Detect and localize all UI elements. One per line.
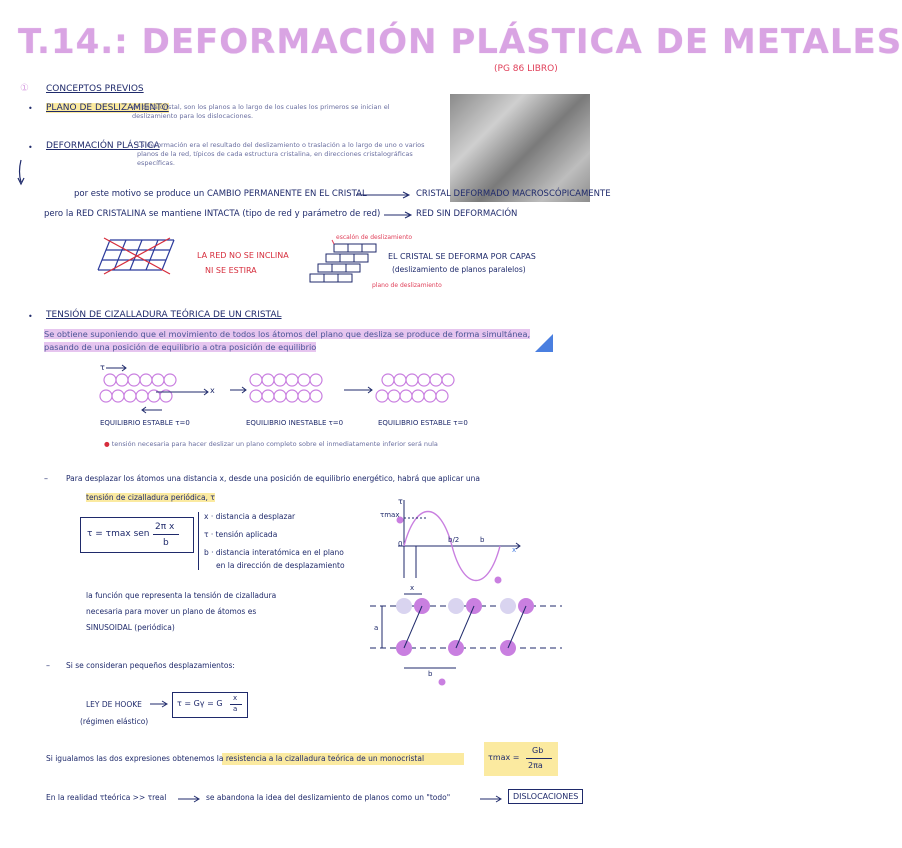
- line-red-intacta: pero la RED CRISTALINA se mantiene INTACTA (tipo de red y parámetro de red): [44, 209, 381, 219]
- atom: [136, 390, 148, 402]
- page-reference: (PG 86 LIBRO): [494, 64, 558, 74]
- funcion-text-1: la función que representa la tensión de cizalladura: [86, 591, 277, 600]
- def-b: b · distancia interatómica en el plano: [204, 548, 344, 557]
- red-no-inclina: LA RED NO SE INCLINA: [197, 251, 289, 260]
- atom: [250, 374, 262, 386]
- tmax-numerator: Gb: [532, 746, 544, 755]
- eq-unstable-label: EQUILIBRIO INESTABLE τ=0: [246, 419, 344, 427]
- hooke-lhs: τ = Gγ = G: [177, 699, 223, 708]
- atom: [274, 390, 286, 402]
- atom: [418, 374, 430, 386]
- eq-stable-label: EQUILIBRIO ESTABLE τ=0: [100, 419, 190, 427]
- graph-b-half: b/2: [448, 536, 460, 544]
- atom: [116, 374, 128, 386]
- realidad-text-2: se abandona la idea del deslizamiento de planos como un "todo": [206, 793, 451, 802]
- graph-taumax: τmax: [380, 511, 400, 519]
- atom: [412, 390, 424, 402]
- def-b-2: en la dirección de desplazamiento: [216, 561, 345, 570]
- deform-label: DEFORMACIÓN PLÁSTICA: [46, 141, 160, 151]
- corner-triangle-icon: [535, 334, 553, 352]
- slip-steps-diagram: [306, 240, 378, 286]
- fraction-line: [153, 534, 179, 535]
- atom: [104, 374, 116, 386]
- red-sin-deformacion: RED SIN DEFORMACIÓN: [416, 209, 518, 219]
- dash: –: [44, 474, 48, 483]
- plano-text: en cada cristal, son los planos a lo largo de los cuales los primeros se inician el deslizamiento para los dislocaciones.: [132, 103, 390, 120]
- tension-paragraph: Se obtiene suponiendo que el movimiento de todos los átomos del plano que desliza se produce de forma simultánea, pasando de una posición de equilibrio a otra posición de equilibrio: [44, 329, 531, 352]
- plano-label: PLANO DE DESLIZAMIENTO: [46, 103, 169, 113]
- section-heading-conceptos: CONCEPTOS PREVIOS: [46, 84, 144, 94]
- atom: [400, 390, 412, 402]
- tmax-lhs: τmax =: [488, 753, 520, 762]
- atom: [250, 390, 262, 402]
- desplazar-text: Para desplazar los átomos una distancia x, desde una posición de equilibrio energético, habrá que aplicar una: [66, 474, 480, 483]
- atom: [152, 374, 164, 386]
- atom: [112, 390, 124, 402]
- deform-text: La deformación era el resultado del deslizamiento o traslación a lo largo de uno o varios planos de la red, típicos de cada estructura cristalina, en direcciones cristalográficas específicas.: [137, 141, 425, 167]
- arrow-right-icon: [178, 794, 202, 804]
- atom: [298, 390, 310, 402]
- lattice-a: a: [374, 624, 379, 632]
- atom: [310, 374, 322, 386]
- tension-note: ● tensión necesaria para hacer deslizar un plano completo sobre el inmediatamente inferior será nula: [104, 440, 438, 448]
- lattice-x: x: [410, 584, 415, 592]
- red-no-estira: NI SE ESTIRA: [205, 266, 257, 275]
- graph-x: x: [512, 546, 517, 554]
- atom: [140, 374, 152, 386]
- bullet: •: [28, 104, 33, 113]
- atom: [164, 374, 176, 386]
- atom: [128, 374, 140, 386]
- atom: [406, 374, 418, 386]
- atom: [388, 390, 400, 402]
- equilibrium-atoms-diagram: [96, 362, 476, 414]
- tau-symbol: τ: [100, 363, 105, 372]
- atom: [424, 390, 436, 402]
- hooke-formula-box: [172, 692, 248, 718]
- realidad-text: En la realidad τteórica >> τreal: [46, 793, 167, 802]
- capas-note: EL CRISTAL SE DEFORMA POR CAPAS: [388, 252, 536, 261]
- atom: [262, 390, 274, 402]
- x-symbol: x: [210, 386, 215, 395]
- atom: [286, 390, 298, 402]
- plano-deslizamiento-label: plano de deslizamiento: [372, 282, 442, 289]
- atom: [262, 374, 274, 386]
- graph-zero: 0: [398, 540, 403, 548]
- section-number: ①: [20, 83, 29, 94]
- dislocaciones-box: DISLOCACIONES: [508, 789, 583, 804]
- fraction-line: [526, 758, 552, 759]
- eq-stable2-label: EQUILIBRIO ESTABLE τ=0: [378, 419, 468, 427]
- bullet: •: [28, 143, 33, 152]
- arrow-right-icon: [150, 699, 170, 709]
- hooke-regime: (régimen elástico): [80, 717, 149, 726]
- escalon-label: escalón de deslizamiento: [336, 234, 413, 241]
- hooke-label: LEY DE HOOKE: [86, 700, 142, 709]
- def-x: x · distancia a desplazar: [204, 512, 296, 521]
- curved-arrow-icon: [14, 158, 28, 186]
- atom: [436, 390, 448, 402]
- atom: [124, 390, 136, 402]
- formula-numerator: 2π x: [155, 522, 175, 532]
- page-title: T.14.: DEFORMACIÓN PLÁSTICA DE METALES: [18, 22, 902, 62]
- atom: [376, 390, 388, 402]
- lattice-b: b: [428, 670, 433, 678]
- atom: [274, 374, 286, 386]
- sinusoidal-formula-box: [80, 517, 194, 553]
- cristal-deformado: CRISTAL DEFORMADO MACROSCÓPICAMENTE: [416, 189, 611, 199]
- shear-lattice-diagram: [366, 588, 566, 688]
- arrow-right-icon: [384, 210, 414, 220]
- def-tau: τ · tensión aplicada: [204, 530, 278, 539]
- arrow-right-icon: [356, 190, 412, 200]
- funcion-text-2: necesaria para mover un plano de átomos es: [86, 607, 257, 616]
- atom: [298, 374, 310, 386]
- bullet: •: [28, 312, 33, 321]
- formula-denominator: b: [163, 538, 169, 548]
- hooke-denominator: a: [233, 705, 238, 713]
- small-disp-text: Si se consideran pequeños desplazamientos:: [66, 661, 235, 670]
- lattice-grid-diagram: [96, 236, 178, 276]
- atom: [394, 374, 406, 386]
- tmax-denominator: 2πa: [528, 761, 543, 770]
- micrograph-image: [450, 94, 590, 202]
- formula-lhs: τ = τmax sen: [87, 529, 150, 539]
- section-heading-tension: TENSIÓN DE CIZALLADURA TEÓRICA DE UN CRISTAL: [46, 310, 282, 320]
- funcion-text-3: SINUSOIDAL (periódica): [86, 623, 175, 632]
- dash: –: [46, 661, 50, 670]
- hooke-numerator: x: [233, 694, 238, 702]
- desplazar-text-2: tensión de cizalladura periódica, τ: [86, 493, 215, 502]
- atom: [310, 390, 322, 402]
- atom: [430, 374, 442, 386]
- atom: [286, 374, 298, 386]
- line-cambio: por este motivo se produce un CAMBIO PERMANENTE EN EL CRISTAL: [74, 189, 367, 199]
- brace-line: [198, 512, 199, 570]
- arrow-right-icon: [480, 794, 504, 804]
- graph-tau: τ: [398, 497, 403, 506]
- atom: [100, 390, 112, 402]
- atom: [382, 374, 394, 386]
- igualamos-text: Si igualamos las dos expresiones obtenemos la resistencia a la cizalladura teórica de un monocristal: [46, 754, 425, 763]
- capas-note-2: (deslizamiento de planos paralelos): [392, 265, 526, 274]
- graph-b: b: [480, 536, 485, 544]
- tmax-result-box: [484, 742, 558, 776]
- atom: [442, 374, 454, 386]
